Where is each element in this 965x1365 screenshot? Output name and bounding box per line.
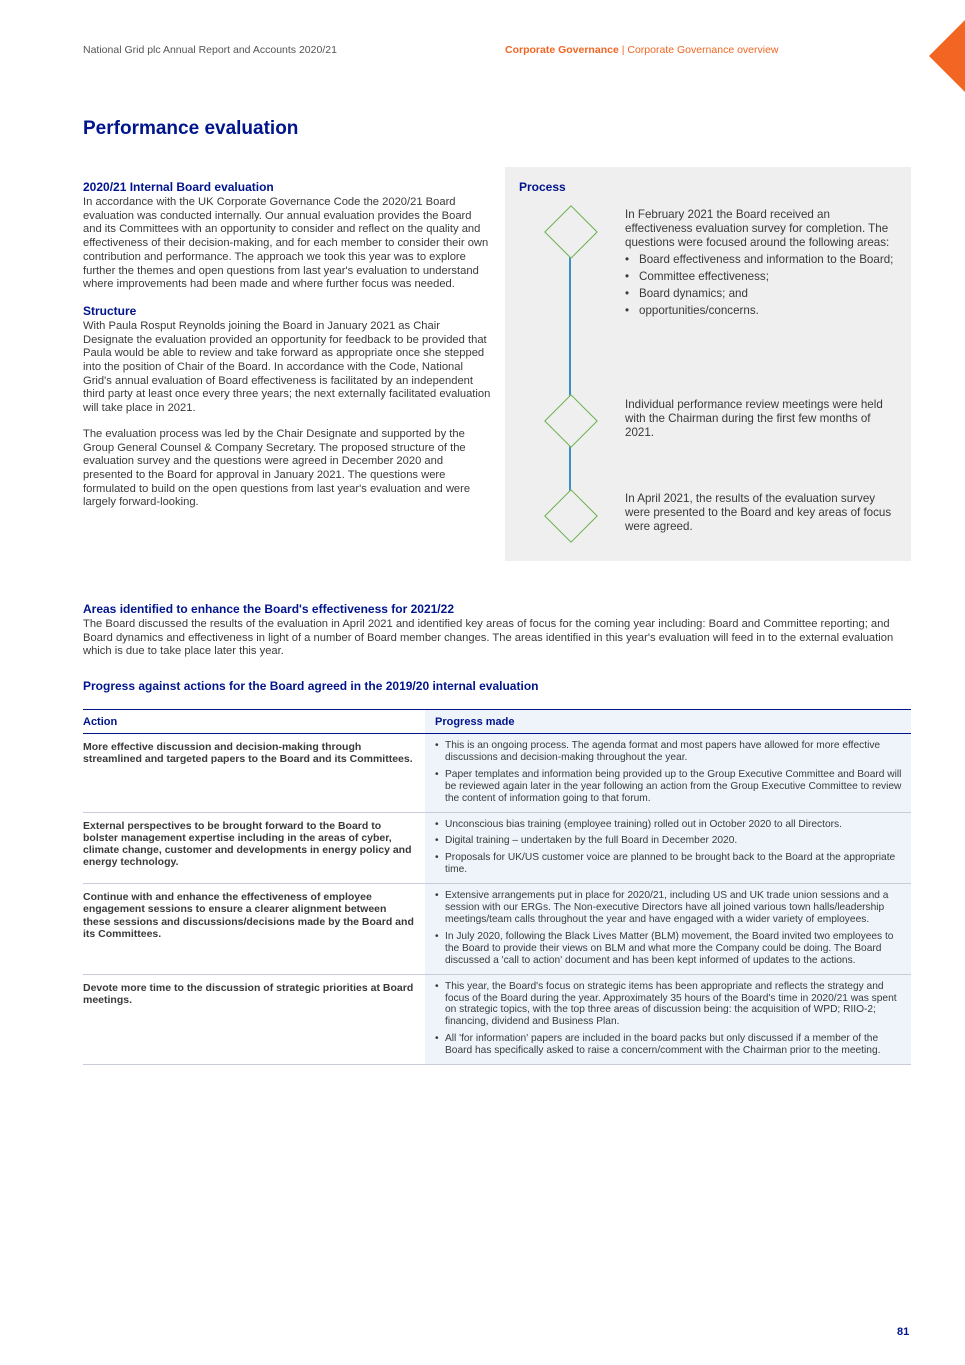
action-cell: Continue with and enhance the effectiveness of employee engagement sessions to ensure a clearer alignment between these sessions and discussions/decisions made by the Board and its Committees. [83, 891, 414, 940]
table-row [83, 975, 911, 1065]
areas-section [83, 602, 911, 659]
process-list-item: • Board effectiveness and information to the Board; [625, 253, 897, 267]
areas-body: The Board discussed the results of the evaluation in April 2021 and identified key areas of focus for the coming year including: Board and Committee reporting; and Board dynamics and effectiveness in light of a number of Board member changes. The areas identified in this year's evaluation will feed in to the external evaluation which is due to take place later this year. [83, 618, 894, 658]
progress-item: • Unconscious bias training (employee training) rolled out in October 2020 to all Directors. [435, 819, 903, 831]
process-step-2-diamond-icon [544, 394, 598, 448]
column-header-action: Action [83, 716, 118, 728]
progress-item: • Extensive arrangements put in place for 2020/21, including US and UK trade union sessions and a session with our ERGs. The Non-executive Directors have all joined various town halls/leadership meetings/team calls throughout the year and have engaged with a wider variety of employees. [435, 890, 903, 926]
page-title: Performance evaluation [83, 118, 299, 139]
progress-cell [425, 884, 911, 973]
progress-table [83, 709, 911, 1065]
table-row [83, 884, 911, 974]
action-cell: Devote more time to the discussion of strategic priorities at Board meetings. [83, 981, 414, 1006]
process-step-1-text: In February 2021 the Board received an effectiveness evaluation survey for completion. The questions were focused around the following areas: [625, 208, 890, 249]
section-label: Corporate Governance [505, 44, 619, 56]
progress-cell [425, 975, 911, 1064]
progress-item: • All 'for information' papers are included in the board packs but only discussed if a member of the Board has specifically asked to raise a concern/comment with the Chairman prior to the meeting. [435, 1033, 903, 1057]
header-separator: | [618, 44, 628, 56]
process-list-item: • Committee effectiveness; [625, 270, 897, 284]
page-number: 81 [897, 1326, 910, 1338]
left-column [83, 180, 493, 522]
process-step-3-diamond-icon [544, 489, 598, 543]
process-panel [505, 167, 911, 561]
structure-heading: Structure [83, 303, 137, 318]
progress-item: • Paper templates and information being provided up to the Group Executive Committee and Board will be reviewed again later in the year following an action from the Group Executive Committee to review the content of information going to that forum. [435, 769, 903, 805]
table-row [83, 734, 911, 813]
table-header [83, 710, 911, 734]
progress-item: • This year, the Board's focus on strategic items has been appropriate and reflects the strategy and focus of the Board during the year. Approximately 35 hours of the Board's time in 2020/21 was spent on strategic topics, with the top three areas of discussion being: the acquisition of WPD; RIIO-2; financing, dividend and Business Plan. [435, 981, 903, 1029]
progress-item: • In July 2020, following the Black Lives Matter (BLM) movement, the Board invited two employees to the Board to provide their views on BLM and what more the Company could be doing. The Board discussed a 'call to action' document and has been kept informed of updates to the actions. [435, 931, 903, 967]
corner-tab-marker [929, 20, 965, 92]
process-step-1-list [625, 253, 897, 317]
progress-item: • This is an ongoing process. The agenda format and most papers have allowed for more effective discussions and decision-making throughout the year. [435, 740, 903, 764]
running-header-section [505, 44, 779, 56]
process-list-item: • opportunities/concerns. [625, 304, 897, 318]
internal-eval-heading: 2020/21 Internal Board evaluation [83, 180, 274, 194]
internal-eval-body: In accordance with the UK Corporate Governance Code the 2020/21 Board evaluation was conducted internally. Our annual evaluation provides the Board and its Committees with an opportunity to consider and reflect on the quality and effectiveness of their decision-making, and for each member to consider their own contribution and performance. The approach we took this year was to explore further the themes and open questions from last year's evaluation to understand where improvements had been made and where further focus was needed. [83, 196, 489, 291]
progress-cell [425, 813, 911, 884]
areas-heading: Areas identified to enhance the Board's effectiveness for 2021/22 [83, 602, 454, 616]
process-step-1-diamond-icon [544, 205, 598, 259]
subsection-label: Corporate Governance overview [627, 44, 779, 56]
process-list-item: • Board dynamics; and [625, 287, 897, 301]
column-header-progress: Progress made [425, 710, 911, 733]
progress-cell [425, 734, 911, 812]
process-step-1 [625, 208, 897, 321]
action-cell: More effective discussion and decision-making through streamlined and targeted papers to the Board and its Committees. [83, 741, 413, 766]
progress-table-heading: Progress against actions for the Board agreed in the 2019/20 internal evaluation [83, 679, 539, 693]
process-title: Process [519, 180, 566, 194]
progress-item: • Digital training – undertaken by the full Board in December 2020. [435, 835, 903, 847]
process-step-2-text: Individual performance review meetings were held with the Chairman during the first few months of 2021. [625, 398, 883, 439]
process-timeline-line [569, 231, 571, 519]
action-cell: External perspectives to be brought forward to the Board to bolster management expertise including in the areas of cyber, climate change, customer and developments in energy policy and energy technology. [83, 819, 412, 869]
structure-body-1: With Paula Rosput Reynolds joining the Board in January 2021 as Chair Designate the evaluation provided an opportunity for feedback to be provided that Paula would be able to review and take forward as appropriate once she stepped into the position of Chair of the Board. In accordance with the Code, National Grid's annual evaluation of Board effectiveness is facilitated by an independent third party at least once every three years; the next externally facilitated evaluation will take place in 2021. [83, 319, 491, 415]
process-step-3-text: In April 2021, the results of the evaluation survey were presented to the Board and key areas of focus were agreed. [625, 492, 892, 533]
structure-body-2: The evaluation process was led by the Chair Designate and supported by the Group General Counsel & Company Secretary. The proposed structure of the evaluation survey and the questions were agreed in December 2020 and presented to the Board for approval in January 2021. The questions were formulated to build on the open questions from last year's evaluation and were largely forward-looking. [83, 427, 471, 509]
progress-item: • Proposals for UK/US customer voice are planned to be brought back to the Board at the appropriate time. [435, 852, 903, 876]
table-row [83, 813, 911, 885]
running-header-title: National Grid plc Annual Report and Accounts 2020/21 [83, 44, 337, 56]
